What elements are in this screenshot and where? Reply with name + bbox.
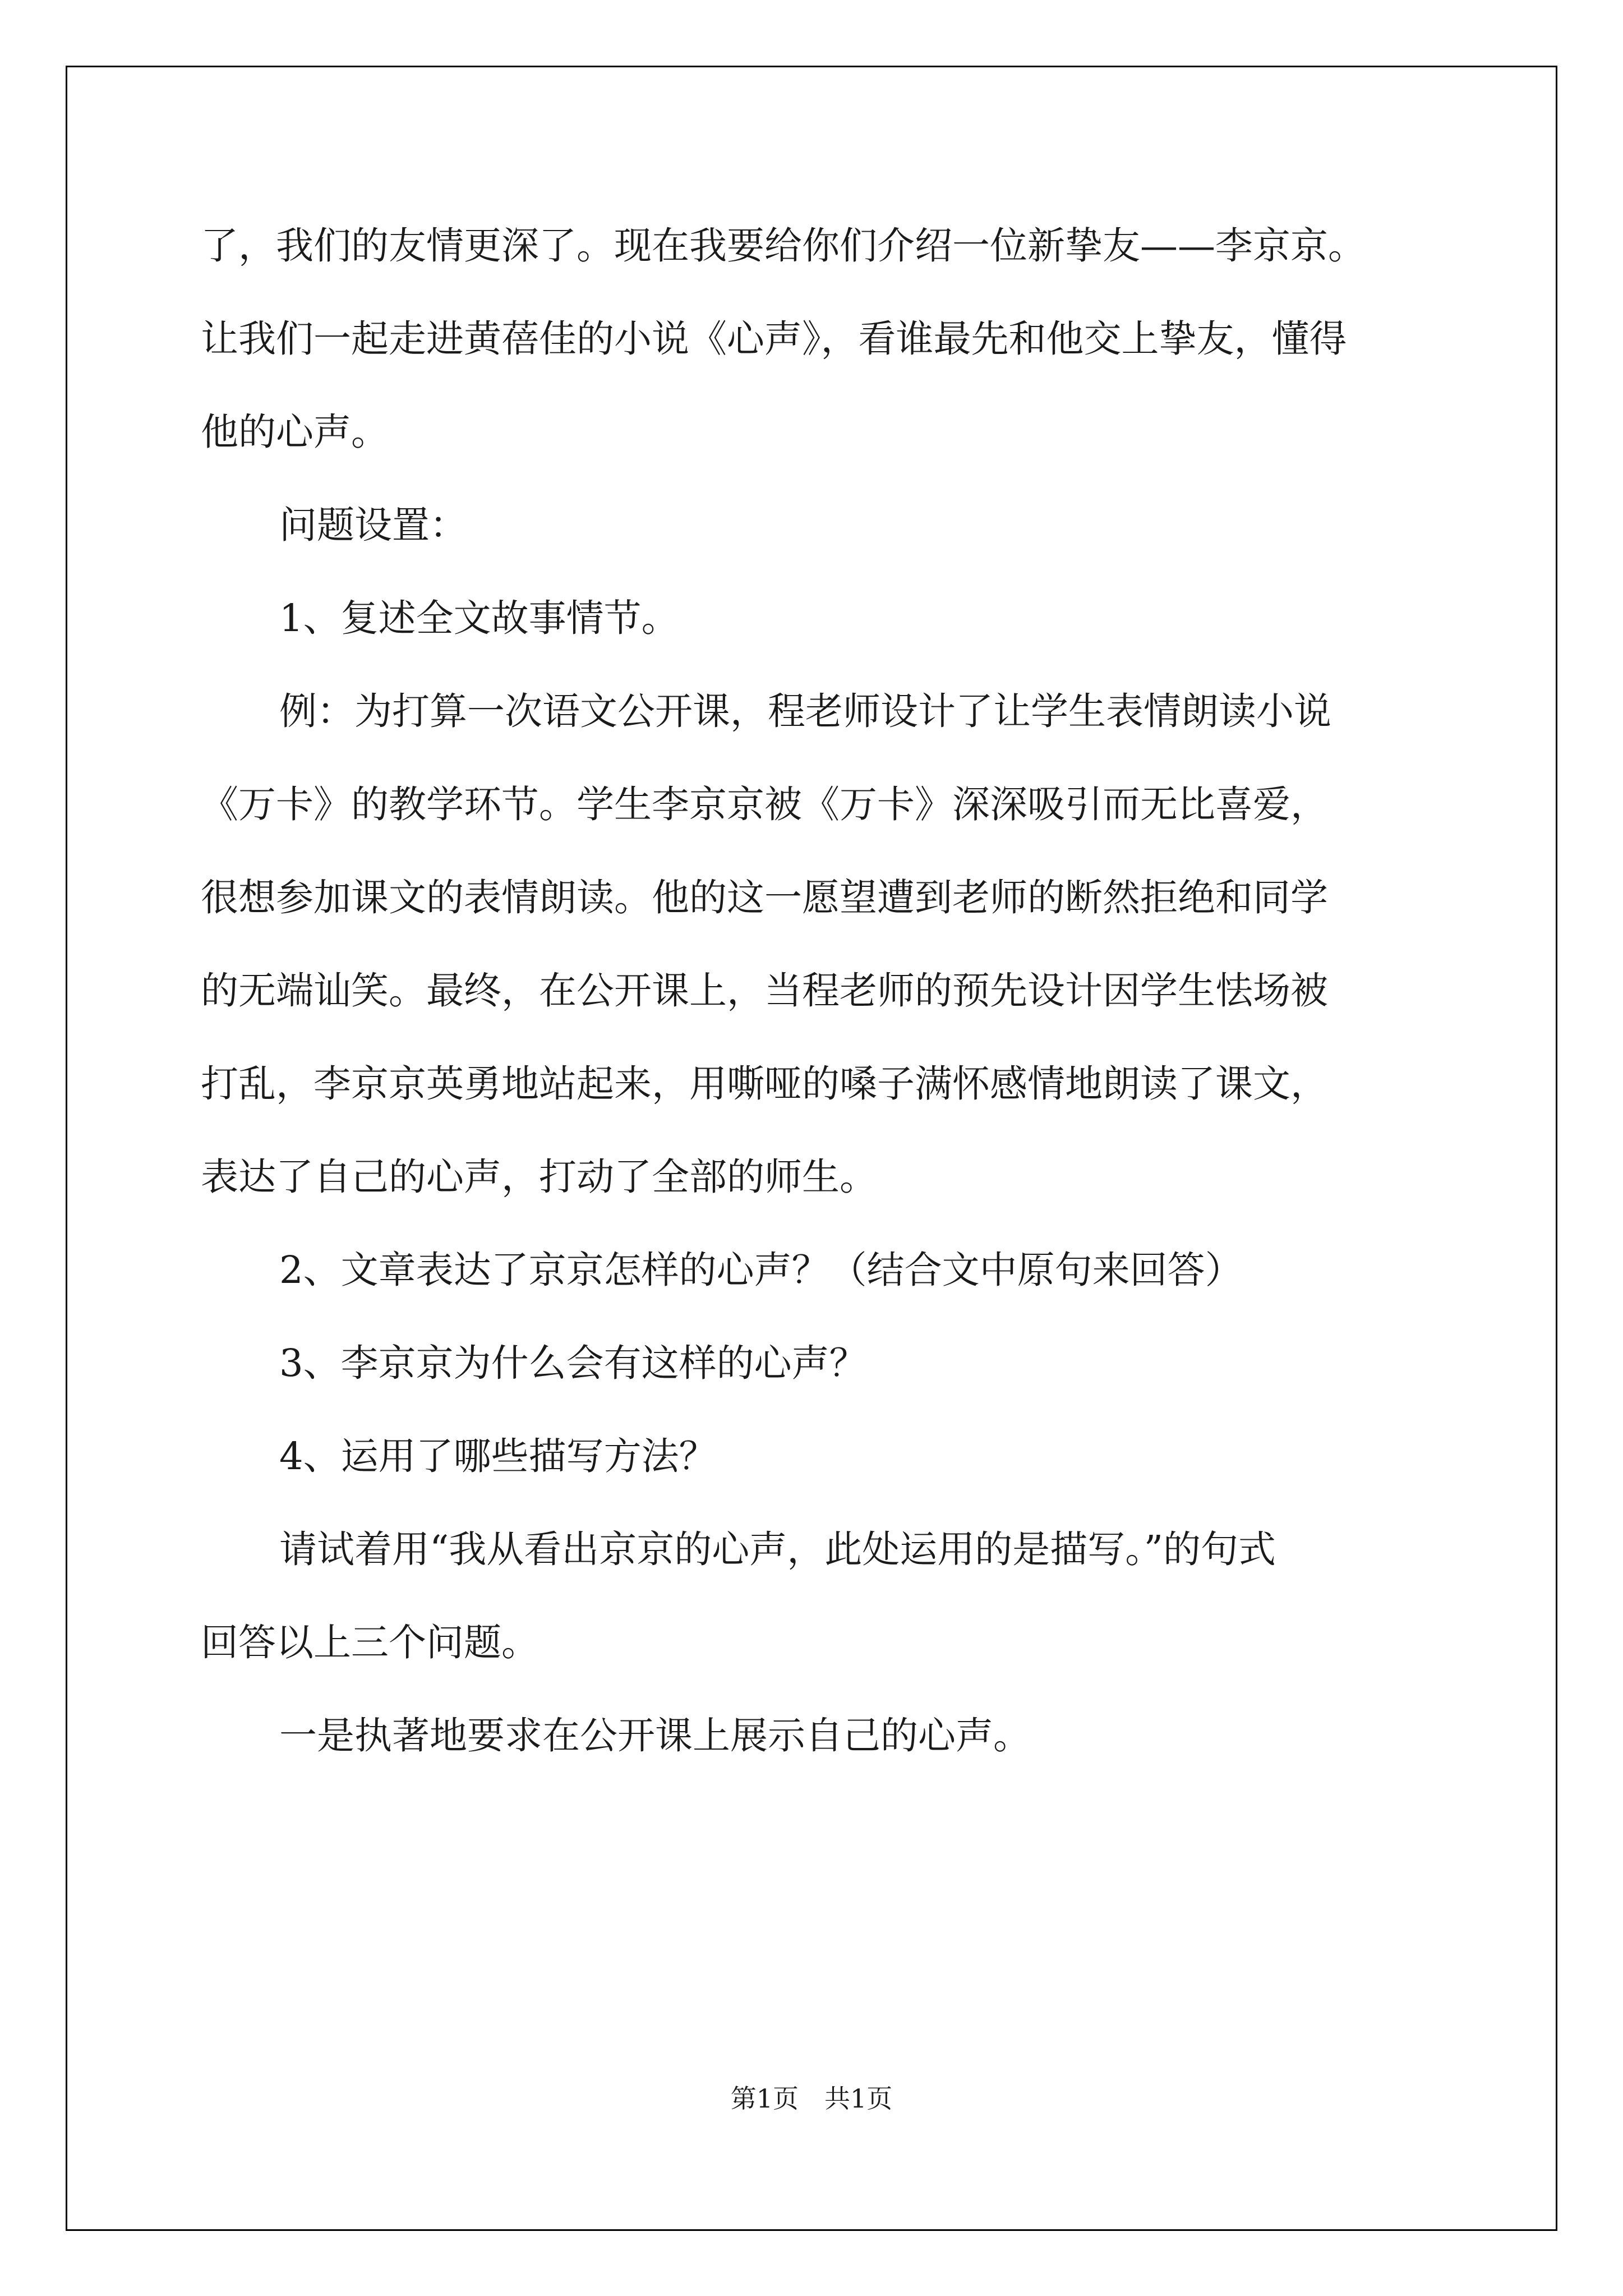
question-1: 1、复述全文故事情节。 [279,596,679,640]
question-3: 3、李京京为什么会有这样的心声？ [279,1341,867,1385]
text-line: 请试着用“我从看出京京的心声，此处运用的是描写。”的句式 [279,1527,1276,1571]
question-4: 4、运用了哪些描写方法？ [279,1434,717,1478]
text-line: 打乱，李京京英勇地站起来，用嘶哑的嗓子满怀感情地朗读了课文， [201,1062,1328,1106]
text-line: 的无端讪笑。最终，在公开课上，当程老师的预先设计因学生怯场被 [201,969,1328,1013]
text-line: 《万卡》的教学环节。学生李京京被《万卡》深深吸引而无比喜爱， [201,783,1328,826]
text-line: 让我们一起走进黄蓓佳的小说《心声》，看谁最先和他交上挚友，懂得 [201,317,1347,361]
page-number: 第1页 [730,2083,799,2114]
text-line: 他的心声。 [201,410,389,454]
text-line: 表达了自己的心声，打动了全部的师生。 [201,1155,877,1199]
page-footer [0,2078,1623,2115]
text-line: 一是执著地要求在公开课上展示自己的心声。 [279,1714,1031,1757]
page-total: 共1页 [824,2083,893,2114]
document-body [201,199,1479,1782]
text-line: 很想参加课文的表情朗读。他的这一愿望遭到老师的断然拒绝和同学 [201,876,1328,919]
section-heading: 问题设置： [279,503,467,547]
question-2: 2、文章表达了京京怎样的心声？（结合文中原句来回答） [279,1248,1243,1292]
text-line: 了，我们的友情更深了。现在我要给你们介绍一位新挚友——李京京。 [201,224,1366,268]
text-line: 回答以上三个问题。 [201,1621,539,1664]
text-line: 例：为打算一次语文公开课，程老师设计了让学生表情朗读小说 [279,689,1331,733]
